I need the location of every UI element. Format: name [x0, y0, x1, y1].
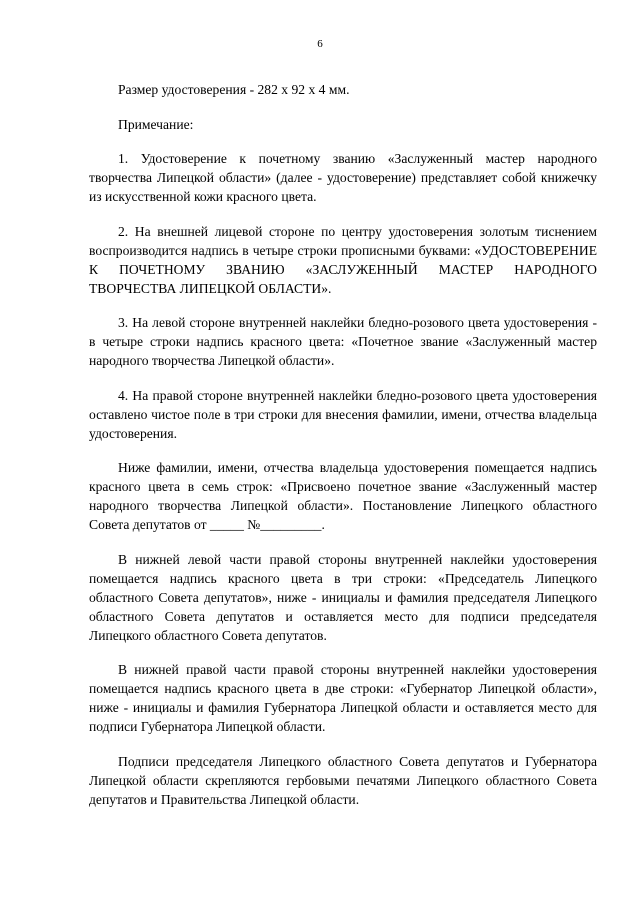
paragraph-5: Ниже фамилии, имени, отчества владельца удостоверения помещается надпись красного цвета в семь строк: «Присвоено почетное звание «Заслуженный мастер народного творчества Липецкой области». Постановление Липецкого областного Совета депутатов от _____ №_________. [89, 460, 597, 532]
note-heading: Примечание: [118, 116, 194, 132]
paragraph-2: 2. На внешней лицевой стороне по центру удостоверения золотым тиснением воспроизводится надпись в четыре строки прописными буквами: «УДОСТОВЕРЕНИЕ К ПОЧЕТНОМУ ЗВАНИЮ «ЗАСЛУЖЕННЫЙ МАСТЕР НАРОДНОГО ТВОРЧЕСТВА ЛИПЕЦКОЙ ОБЛАСТИ». [89, 223, 597, 296]
paragraph-8: Подписи председателя Липецкого областного Совета депутатов и Губернатора Липецкой области скрепляются гербовыми печатями Липецкого областного Совета депутатов и Правительства Липецкой области. [89, 753, 597, 807]
paragraph-1: 1. Удостоверение к почетному званию «Заслуженный мастер народного творчества Липецкой области» (далее - удостоверение) представляет собой книжечку из искусственной кожи красного цвета. [89, 151, 597, 204]
paragraph-7: В нижней правой части правой стороны внутренней наклейки удостоверения помещается надпись красного цвета в две строки: «Губернатор Липецкой области», ниже - инициалы и фамилия Губернатора Липецкой области и оставляется место для подписи Губернатора Липецкой области. [89, 662, 597, 734]
document-body [89, 80, 597, 824]
page-number: 6 [317, 38, 323, 50]
paragraph-6: В нижней левой части правой стороны внутренней наклейки удостоверения помещается надпись красного цвета в три строки: «Председатель Липецкого областного Совета депутатов», ниже - инициалы и фамилия председателя Липецкого областного Совета депутатов и оставляется место для подписи председателя Липецкого областного Совета депутатов. [89, 551, 597, 643]
paragraph-3: 3. На левой стороне внутренней наклейки бледно-розового цвета удостоверения - в четыре строки надпись красного цвета: «Почетное звание «Заслуженный мастер народного творчества Липецкой области». [89, 315, 597, 368]
paragraph-4: 4. На правой стороне внутренней наклейки бледно-розового цвета удостоверения оставлено чистое поле в три строки для внесения фамилии, имени, отчества владельца удостоверения. [89, 387, 597, 441]
certificate-size-line: Размер удостоверения - 282 х 92 х 4 мм. [118, 82, 350, 97]
